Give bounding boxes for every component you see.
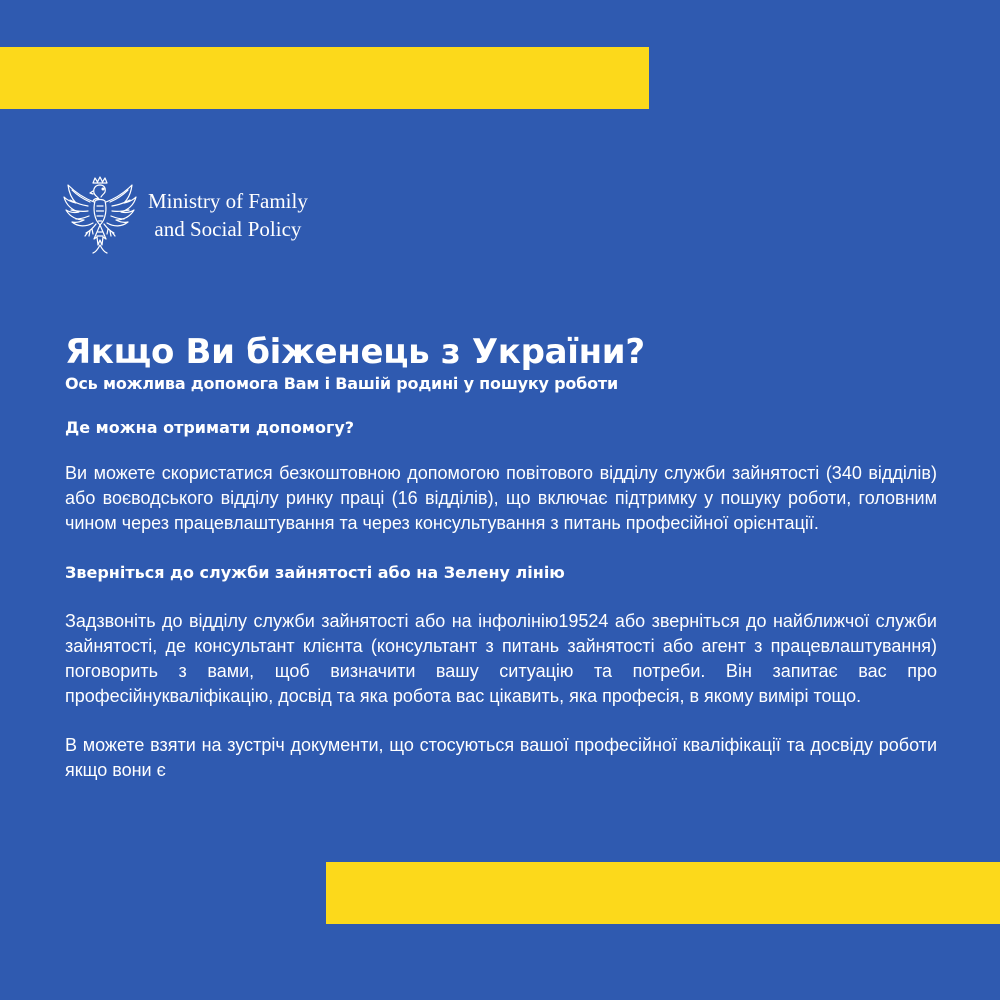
ministry-name-line2: and Social Policy [154, 217, 302, 241]
ministry-logo [62, 175, 308, 255]
help-paragraph: Ви можете скористатися безкоштовною допомогою повітового відділу служби зайнятості (340 відділів) або воєводського відділу ринку праці (16 відділів), що включає підтримку у пошуку роботи, головним чином через працевлаштування та через консультування з питань професійної орієнтації. [65, 463, 937, 533]
ministry-name-line1: Ministry of Family [148, 189, 308, 213]
contact-heading: Зверніться до служби зайнятості або на Зелену лінію [65, 563, 565, 582]
eagle-emblem-icon [62, 175, 138, 255]
main-content [65, 330, 937, 783]
help-question-heading: Де можна отримати допомогу? [65, 418, 355, 437]
contact-paragraph: Задзвоніть до відділу служби зайнятості або на інфолінію19524 або зверніться до найближчої служби зайнятості, де консультант клієнта (консультант з питань зайнятості або агент з працевлаштування) поговорить з вами, щоб визначити вашу ситуацію та потреби. Він запитає вас про професійнукваліфікацію, досвід та яка робота вас цікавить, яка професія, в якому вимірі тощо. [65, 611, 937, 706]
page-title: Якщо Ви біженець з України? [65, 332, 645, 372]
ministry-name [148, 187, 308, 243]
top-yellow-bar [0, 47, 649, 109]
documents-paragraph: В можете взяти на зустріч документи, що стосуються вашої професійної кваліфікації та досвіду роботи якщо вони є [65, 735, 937, 780]
page-subtitle: Ось можлива допомога Вам і Вашій родині у пошуку роботи [65, 374, 619, 393]
bottom-yellow-bar [326, 862, 1000, 924]
